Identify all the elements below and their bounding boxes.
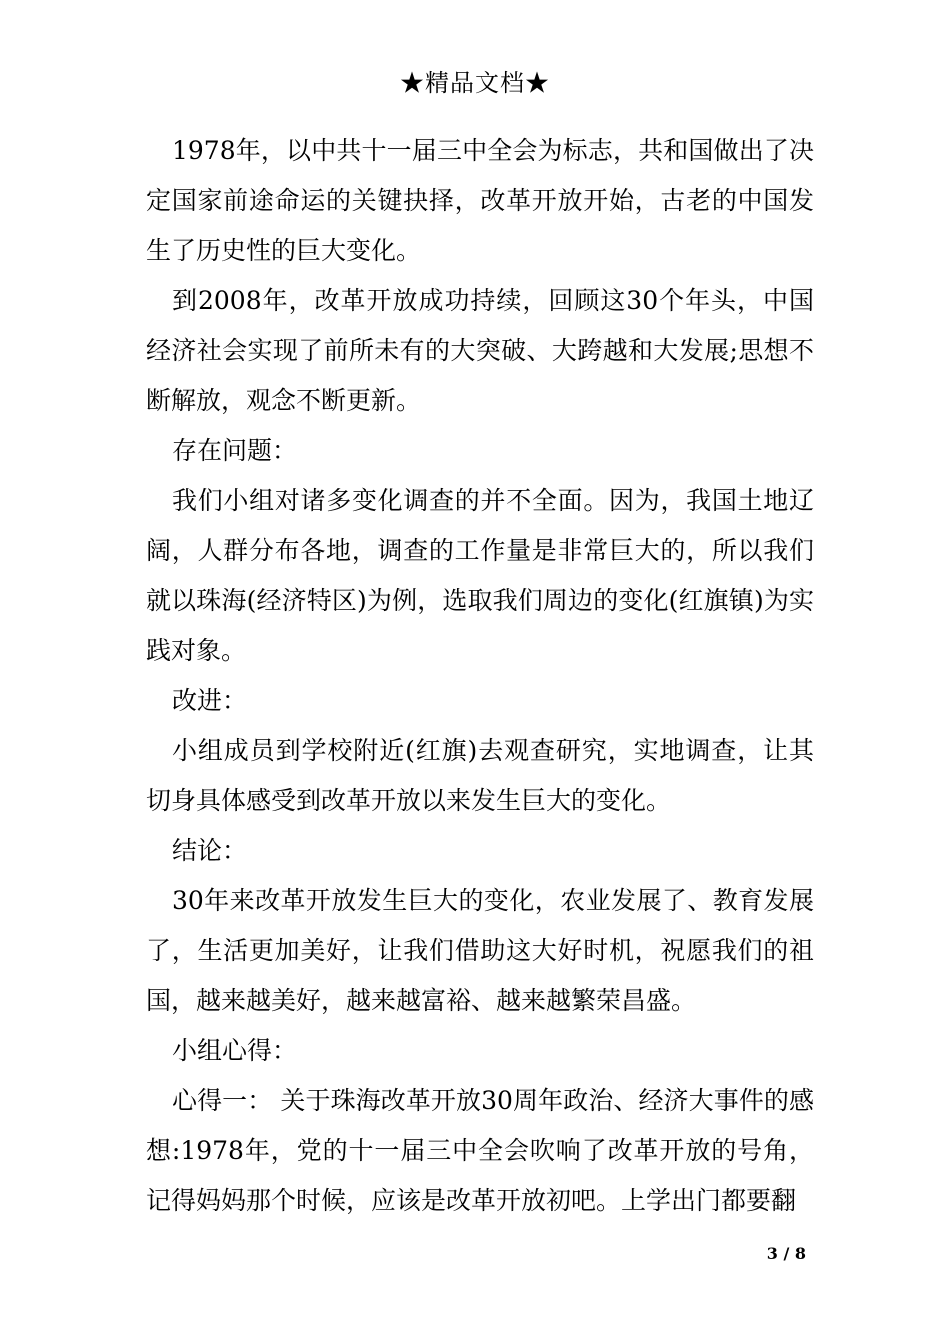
heading-problems: 存在问题：: [172, 436, 298, 465]
heading-improvement: 改进：: [172, 686, 248, 715]
document-body: [146, 126, 814, 1226]
page-number: 3 / 8: [766, 1244, 806, 1263]
paragraph-conclusion: 30年来改革开放发生巨大的变化，农业发展了、教育发展了，生活更加美好，让我们借助这大好时机，祝愿我们的祖国，越来越美好，越来越富裕、越来越繁荣昌盛。: [146, 886, 814, 1015]
paragraph-2008: 到2008年，改革开放成功持续，回顾这30个年头，中国经济社会实现了前所未有的大突破、大跨越和大发展;思想不断解放，观念不断更新。: [146, 286, 814, 415]
heading-conclusion: 结论：: [172, 836, 248, 865]
paragraph-reflection-one: 心得一： 关于珠海改革开放30周年政治、经济大事件的感想:1978年，党的十一届三中全会吹响了改革开放的号角，记得妈妈那个时候，应该是改革开放初吧。上学出门都要翻: [146, 1086, 814, 1215]
paragraph-improvement: 小组成员到学校附近(红旗)去观查研究，实地调查，让其切身具体感受到改革开放以来发生巨大的变化。: [146, 736, 814, 815]
heading-group-reflections: 小组心得：: [172, 1036, 298, 1065]
document-header: ★精品文档★: [400, 69, 550, 97]
paragraph-problems: 我们小组对诸多变化调查的并不全面。因为，我国土地辽阔，人群分布各地，调查的工作量是非常巨大的，所以我们就以珠海(经济特区)为例，选取我们周边的变化(红旗镇)为实践对象。: [146, 486, 814, 665]
paragraph-1978: 1978年，以中共十一届三中全会为标志，共和国做出了决定国家前途命运的关键抉择，改革开放开始，古老的中国发生了历史性的巨大变化。: [146, 136, 814, 265]
